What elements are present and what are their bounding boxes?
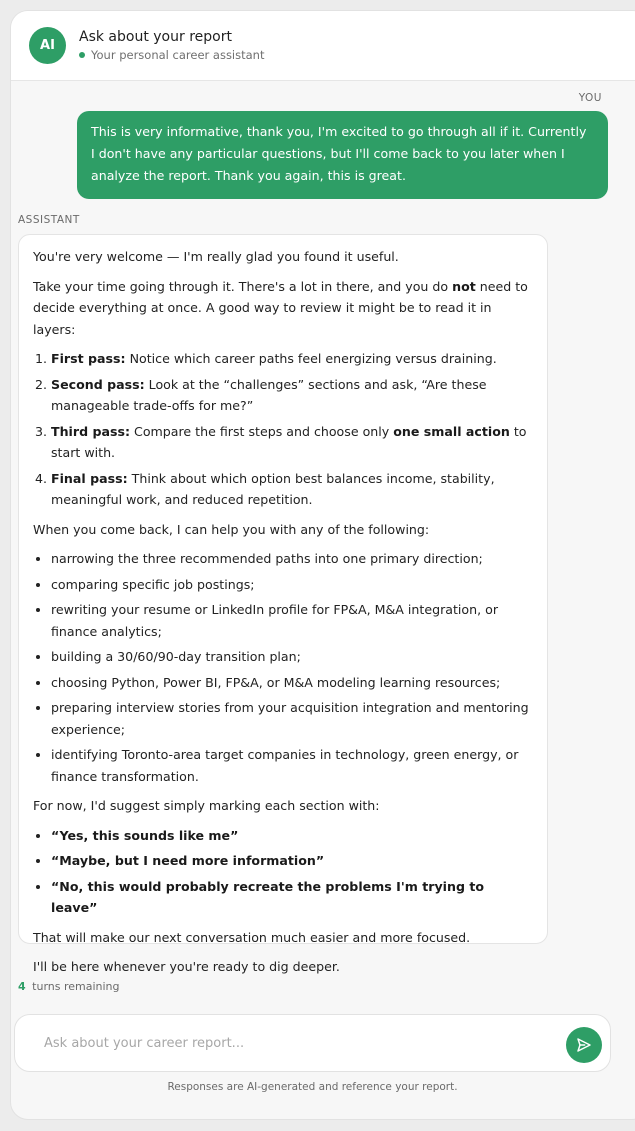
user-label: YOU bbox=[578, 92, 602, 104]
step-title: Final pass: bbox=[51, 470, 128, 486]
turns-count: 4 bbox=[18, 980, 26, 993]
bold-text: “Maybe, but I need more information” bbox=[51, 853, 325, 868]
step-title: Third pass: bbox=[51, 423, 131, 439]
assistant-paragraph: I'll be here whenever you're ready to dig deeper. bbox=[33, 959, 340, 974]
review-steps-list bbox=[33, 348, 533, 511]
step-text: Think about which option best balances income, stability, meaningful work, and reduced repetition. bbox=[51, 470, 495, 507]
list-item: • building a 30/60/90-day transition plan; bbox=[51, 646, 533, 668]
user-message-bubble: This is very informative, thank you, I'm excited to go through all if it. Currently I don't have any particular questions, but I'll come back to you later when I analyze the report. Thank you again, this is great. bbox=[77, 111, 608, 199]
step-text: to start with. bbox=[51, 423, 527, 460]
step-text: Notice which career paths feel energizing versus draining. bbox=[125, 351, 497, 366]
list-item bbox=[51, 876, 533, 919]
online-status-dot bbox=[79, 52, 85, 58]
help-options-list bbox=[33, 548, 533, 787]
turns-label: turns remaining bbox=[32, 980, 120, 993]
disclaimer-note: Responses are AI-generated and reference your report. bbox=[167, 1081, 458, 1093]
assistant-paragraph: That will make our next conversation much easier and more focused. bbox=[33, 929, 471, 945]
step-title: Second pass: bbox=[51, 376, 145, 392]
marking-options-list bbox=[33, 825, 533, 919]
assistant-avatar: AI bbox=[29, 27, 66, 64]
assistant-message-bubble bbox=[18, 234, 548, 974]
list-item bbox=[51, 850, 533, 872]
message-input-box bbox=[14, 1014, 611, 1072]
list-item bbox=[51, 825, 533, 847]
list-item: • comparing specific job postings; bbox=[51, 574, 533, 596]
message-input[interactable] bbox=[44, 1036, 544, 1051]
assistant-paragraph bbox=[33, 276, 533, 341]
subtitle-text: Your personal career assistant bbox=[91, 48, 265, 62]
list-item: • choosing Python, Power BI, FP&A, or M&A modeling learning resources; bbox=[51, 672, 533, 694]
turns-remaining bbox=[18, 980, 120, 993]
bold-text: “Yes, this sounds like me” bbox=[51, 827, 239, 843]
header-text bbox=[79, 29, 264, 62]
assistant-label: ASSISTANT bbox=[18, 214, 80, 226]
list-item bbox=[51, 468, 533, 511]
assistant-paragraph: For now, I'd suggest simply marking each section with: bbox=[33, 798, 380, 813]
bold-text: one small action bbox=[393, 423, 510, 439]
list-item bbox=[51, 421, 533, 464]
send-button[interactable] bbox=[566, 1027, 602, 1063]
list-item bbox=[51, 374, 533, 417]
step-text: Look at the “challenges” sections and ask, “Are these manageable trade-offs for me?” bbox=[51, 376, 487, 413]
chat-subtitle bbox=[79, 48, 264, 62]
bold-text: not bbox=[452, 278, 476, 294]
step-title: First pass: bbox=[51, 351, 126, 366]
assistant-paragraph: You're very welcome — I'm really glad you found it useful. bbox=[33, 249, 399, 264]
text-run: Take your time going through it. There's a lot in there, and you do bbox=[33, 278, 453, 294]
list-item: • narrowing the three recommended paths into one primary direction; bbox=[51, 548, 533, 570]
send-icon bbox=[576, 1037, 592, 1053]
assistant-paragraph: When you come back, I can help you with any of the following: bbox=[33, 521, 430, 537]
list-item: • rewriting your resume or LinkedIn profile for FP&A, M&A integration, or finance analytics; bbox=[51, 599, 533, 642]
bold-text: “No, this would probably recreate the problems I'm trying to leave” bbox=[51, 878, 485, 915]
list-item: • preparing interview stories from your acquisition integration and mentoring experience; bbox=[51, 697, 533, 740]
list-item bbox=[51, 348, 533, 370]
list-item: • identifying Toronto-area target companies in technology, green energy, or finance transformation. bbox=[51, 744, 533, 787]
chat-header bbox=[11, 11, 635, 81]
step-text: Compare the first steps and choose only bbox=[130, 423, 394, 439]
text-run: need to decide everything at once. A good way to review it might be to read it in layers: bbox=[33, 278, 528, 337]
chat-title: Ask about your report bbox=[79, 29, 232, 45]
